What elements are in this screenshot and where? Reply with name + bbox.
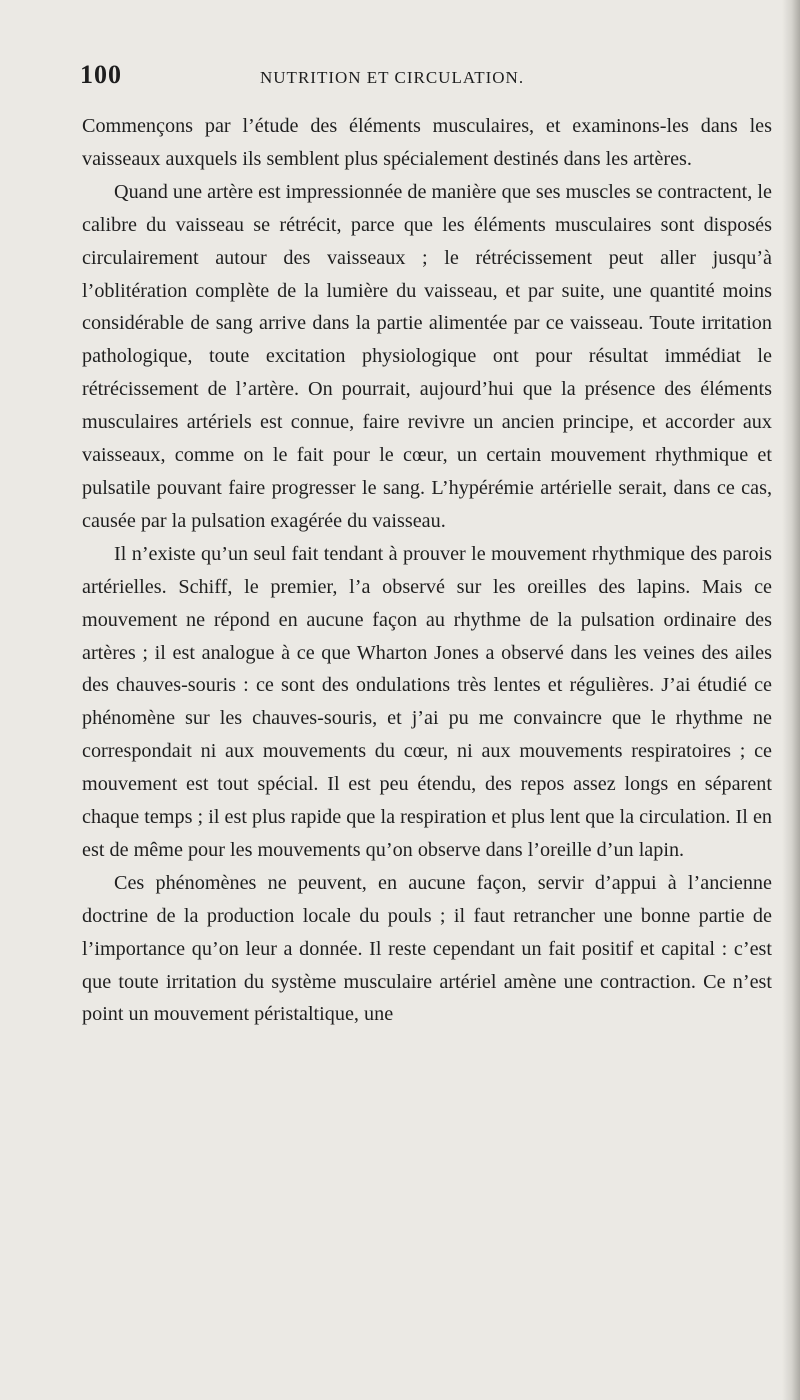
paragraph-3: Il n’existe qu’un seul fait tendant à prouver le mouvement rhythmique des parois artérielles. Schiff, le premier, l’a observé sur les oreilles des lapins. Mais ce mouvement ne répond en aucune façon au rhythme de la pulsation ordinaire des artères ; il est analogue à ce que Wharton Jones a observé dans les veines des ailes des chauves-souris : ce sont des ondulations très lentes et régulières. J’ai étudié ce phénomène sur les chauves-souris, et j’ai pu me convaincre que le rhythme ne correspondait ni aux mouvements du cœur, ni aux mouvements respiratoires ; ce mouvement est tout spécial. Il est peu étendu, des repos assez longs en séparent chaque temps ; il est plus rapide que la respiration et plus lent que la circulation. Il en est de même pour les mouvements qu’on observe dans l’oreille d’un lapin. bbox=[82, 542, 772, 861]
paragraph-4: Ces phénomènes ne peuvent, en aucune façon, servir d’appui à l’ancienne doctrine de la production locale du pouls ; il faut retrancher une bonne partie de l’importance qu’on leur a donnée. Il reste cependant un fait positif et capital : c’est que toute irritation du système musculaire artériel amène une contraction. Ce n’est point un mouvement péristaltique, une bbox=[82, 871, 772, 1026]
page-header bbox=[80, 60, 700, 100]
running-title: NUTRITION ET CIRCULATION. bbox=[260, 68, 525, 87]
body-text bbox=[82, 110, 772, 1031]
page-edge-shadow bbox=[782, 0, 800, 1400]
paragraph-1: Commençons par l’étude des éléments musculaires, et examinons-les dans les vaisseaux auxquels ils semblent plus spécialement destinés dans les artères. bbox=[82, 115, 772, 170]
page-number: 100 bbox=[80, 60, 122, 89]
paragraph-2: Quand une artère est impressionnée de manière que ses muscles se contractent, le calibre du vaisseau se rétrécit, parce que les éléments musculaires sont disposés circulairement autour des vaisseaux ; le rétrécissement peut aller jusqu’à l’oblitération complète de la lumière du vaisseau, et par suite, une quantité moins considérable de sang arrive dans la partie alimentée par ce vaisseau. Toute irritation pathologique, toute excitation physiologique ont pour résultat immédiat le rétrécissement de l’artère. On pourrait, aujourd’hui que la présence des éléments musculaires artériels est connue, faire revivre un ancien principe, et accorder aux vaisseaux, comme on le fait pour le cœur, un certain mouvement rhythmique et pulsatile pouvant faire progresser le sang. L’hypérémie artérielle serait, dans ce cas, causée par la pulsation exagérée du vaisseau. bbox=[82, 180, 772, 532]
